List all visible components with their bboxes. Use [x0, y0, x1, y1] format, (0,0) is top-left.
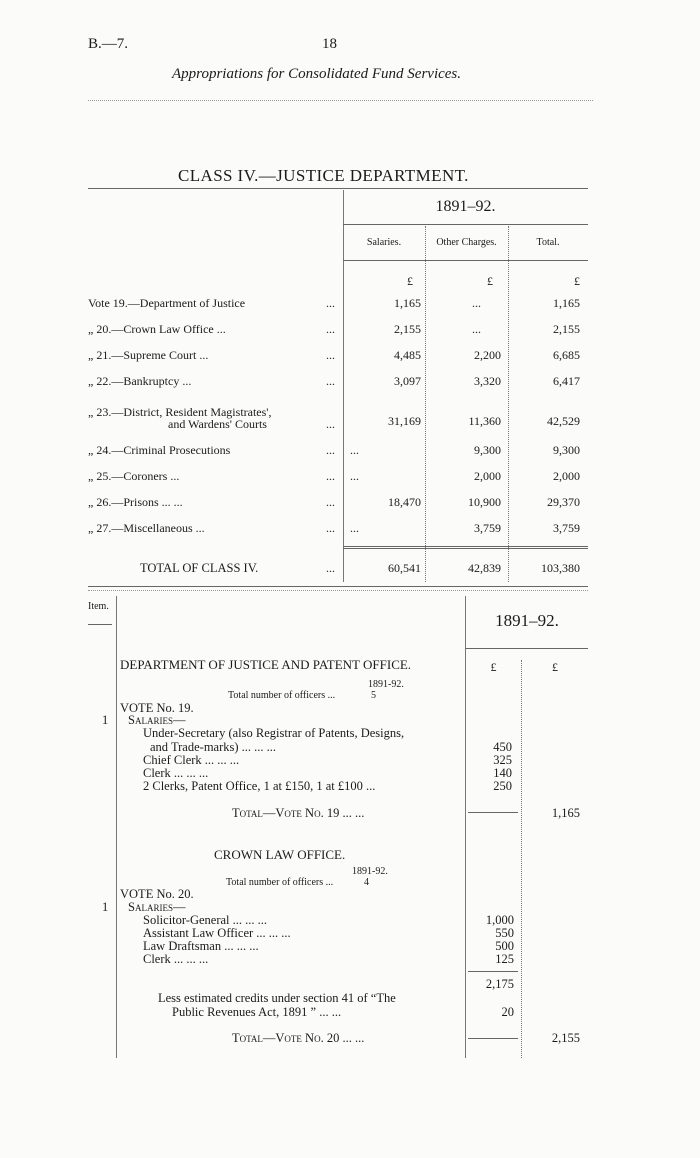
- salaries-value: 18,470: [388, 495, 421, 509]
- vote-label: „ 24.—Criminal Prosecutions: [88, 443, 231, 457]
- total-other: 42,839: [468, 561, 501, 575]
- credits-amount: 20: [501, 1005, 514, 1019]
- salary-line: Solicitor-General ... ... ...: [143, 913, 268, 927]
- leader-dots: ...: [326, 495, 335, 509]
- salary-line: Under-Secretary (also Registrar of Patents, Designs,: [143, 726, 405, 740]
- vote-20-total: 2,155: [551, 1031, 580, 1045]
- leader-dots: ...: [326, 296, 335, 310]
- vote-label: „ 20.—Crown Law Office ...: [88, 322, 226, 336]
- justice-officers-count: 5: [371, 690, 376, 701]
- detail-year: 1891–92.: [495, 611, 559, 630]
- vote-label: „ 26.—Prisons ... ...: [88, 495, 183, 509]
- summary-year-rule: [343, 224, 588, 225]
- salary-line: Law Draftsman ... ... ...: [143, 939, 259, 953]
- vote-19-salaries-heading: Salaries—: [128, 713, 186, 727]
- salary-amount: 325: [493, 753, 512, 767]
- vote-20-total-rule: [468, 1038, 518, 1039]
- salaries-value: 3,097: [394, 374, 421, 388]
- page-heading: Appropriations for Consolidated Fund Services.: [172, 66, 462, 82]
- vote-label: „ 25.—Coroners ...: [88, 469, 180, 483]
- summary-colhead-rule: [343, 260, 588, 261]
- total-value: 1,165: [553, 296, 580, 310]
- other-value: 9,300: [474, 443, 501, 457]
- salaries-value: 2,155: [394, 322, 421, 336]
- vote-20-subtotal: 2,175: [485, 977, 514, 991]
- detail-currency-items: £: [490, 660, 497, 674]
- salary-line: and Trade-marks) ... ... ...: [150, 740, 277, 754]
- vote-19-heading: VOTE No. 19.: [120, 701, 194, 715]
- salary-amount: 500: [495, 939, 514, 953]
- report-code: B.—7.: [88, 36, 129, 52]
- crown-heading: CROWN LAW OFFICE.: [214, 847, 346, 862]
- class-title: CLASS IV.—JUSTICE DEPARTMENT.: [178, 166, 469, 185]
- salaries-value: ...: [350, 469, 359, 483]
- vote-20-item-number: 1: [102, 900, 109, 914]
- justice-heading: DEPARTMENT OF JUSTICE AND PATENT OFFICE.: [120, 657, 412, 672]
- justice-officers-year: 1891-92.: [368, 679, 404, 690]
- vote-label-continued: and Wardens' Courts: [168, 417, 267, 431]
- currency-other: £: [487, 274, 493, 288]
- other-value: 11,360: [468, 414, 501, 428]
- vote-label: „ 21.—Supreme Court ...: [88, 348, 209, 362]
- item-column-header: Item.: [88, 601, 109, 612]
- total-label: TOTAL OF CLASS IV.: [140, 561, 259, 575]
- total-rule-top: [343, 546, 588, 547]
- salary-amount: 550: [495, 926, 514, 940]
- salary-line: Chief Clerk ... ... ...: [143, 753, 240, 767]
- section-rule-dotted: [88, 590, 588, 591]
- class-rule: [88, 188, 588, 189]
- vote-20-subtotal-rule: [468, 971, 518, 972]
- item-column-divider: [116, 596, 117, 1058]
- vote-19-total: 1,165: [551, 806, 580, 820]
- salary-line: Clerk ... ... ...: [143, 766, 209, 780]
- vote-20-salaries-heading: Salaries—: [128, 900, 186, 914]
- total-value: 2,000: [553, 469, 580, 483]
- vote-20-heading: VOTE No. 20.: [120, 887, 194, 901]
- credits-line-1: Less estimated credits under section 41 of “The: [158, 991, 396, 1005]
- currency-salaries: £: [407, 274, 413, 288]
- salary-amount: 125: [495, 952, 514, 966]
- vote-19-total-rule: [468, 812, 518, 813]
- leader-dots: ...: [326, 561, 335, 575]
- leader-dots: ...: [326, 469, 335, 483]
- vote-label: „ 22.—Bankruptcy ...: [88, 374, 192, 388]
- salary-amount: 140: [493, 766, 512, 780]
- crown-officers-count: 4: [364, 877, 369, 888]
- other-value: 10,900: [468, 495, 501, 509]
- summary-year: 1891–92.: [435, 198, 496, 215]
- salary-amount: 450: [493, 740, 512, 754]
- total-rule-top-2: [343, 548, 588, 549]
- total-total: 103,380: [541, 561, 580, 575]
- salaries-value: 1,165: [394, 296, 421, 310]
- salary-amount: 250: [493, 779, 512, 793]
- detail-currency-totals: £: [552, 660, 558, 674]
- total-value: 9,300: [553, 443, 580, 457]
- credits-line-2: Public Revenues Act, 1891 ” ... ...: [172, 1005, 342, 1019]
- total-value: 2,155: [553, 322, 580, 336]
- total-value: 6,417: [553, 374, 580, 388]
- amount-subcolumn-divider: [521, 660, 522, 1058]
- leader-dots: ...: [326, 417, 335, 431]
- vote-19-item-number: 1: [102, 713, 109, 727]
- other-value: ...: [472, 296, 481, 310]
- leader-dots: ...: [326, 322, 335, 336]
- detail-year-rule: [465, 648, 588, 649]
- other-value: ...: [472, 322, 481, 336]
- total-value: 42,529: [547, 414, 580, 428]
- other-value: 2,000: [474, 469, 501, 483]
- salaries-value: ...: [350, 521, 359, 535]
- other-value: 3,759: [474, 521, 501, 535]
- other-value: 3,320: [474, 374, 501, 388]
- currency-total: £: [574, 274, 580, 288]
- vote-19-total-label: Total—Vote No. 19 ... ...: [232, 806, 365, 820]
- salary-line: 2 Clerks, Patent Office, 1 at £150, 1 at £100 ...: [143, 779, 376, 793]
- salary-line: Assistant Law Officer ... ... ...: [143, 926, 291, 940]
- page-number: 18: [322, 36, 337, 52]
- other-value: 2,200: [474, 348, 501, 362]
- leader-dots: ...: [326, 521, 335, 535]
- leader-dots: ...: [326, 348, 335, 362]
- vote-label: Vote 19.—Department of Justice: [88, 296, 246, 310]
- section-rule: [88, 586, 588, 587]
- total-salaries: 60,541: [388, 561, 421, 575]
- total-value: 6,685: [553, 348, 580, 362]
- col-total: Total.: [536, 237, 560, 248]
- vote-20-total-label: Total—Vote No. 20 ... ...: [232, 1031, 365, 1045]
- total-value: 3,759: [553, 521, 580, 535]
- total-value: 29,370: [547, 495, 580, 509]
- justice-officers-label: Total number of officers ...: [228, 690, 336, 701]
- item-header-rule: [88, 624, 112, 625]
- leader-dots: ...: [326, 443, 335, 457]
- col-other-charges: Other Charges.: [436, 237, 497, 248]
- crown-officers-label: Total number of officers ...: [226, 877, 334, 888]
- crown-officers-year: 1891-92.: [352, 866, 388, 877]
- salary-amount: 1,000: [485, 913, 514, 927]
- vote-label: „ 27.—Miscellaneous ...: [88, 521, 205, 535]
- header-rule: [88, 100, 593, 101]
- salary-line: Clerk ... ... ...: [143, 952, 209, 966]
- vote-label: „ 23.—District, Resident Magistrates',: [88, 405, 272, 419]
- salaries-value: 31,169: [388, 414, 421, 428]
- salaries-value: 4,485: [394, 348, 421, 362]
- salaries-value: ...: [350, 443, 359, 457]
- leader-dots: ...: [326, 374, 335, 388]
- col-salaries: Salaries.: [366, 237, 402, 248]
